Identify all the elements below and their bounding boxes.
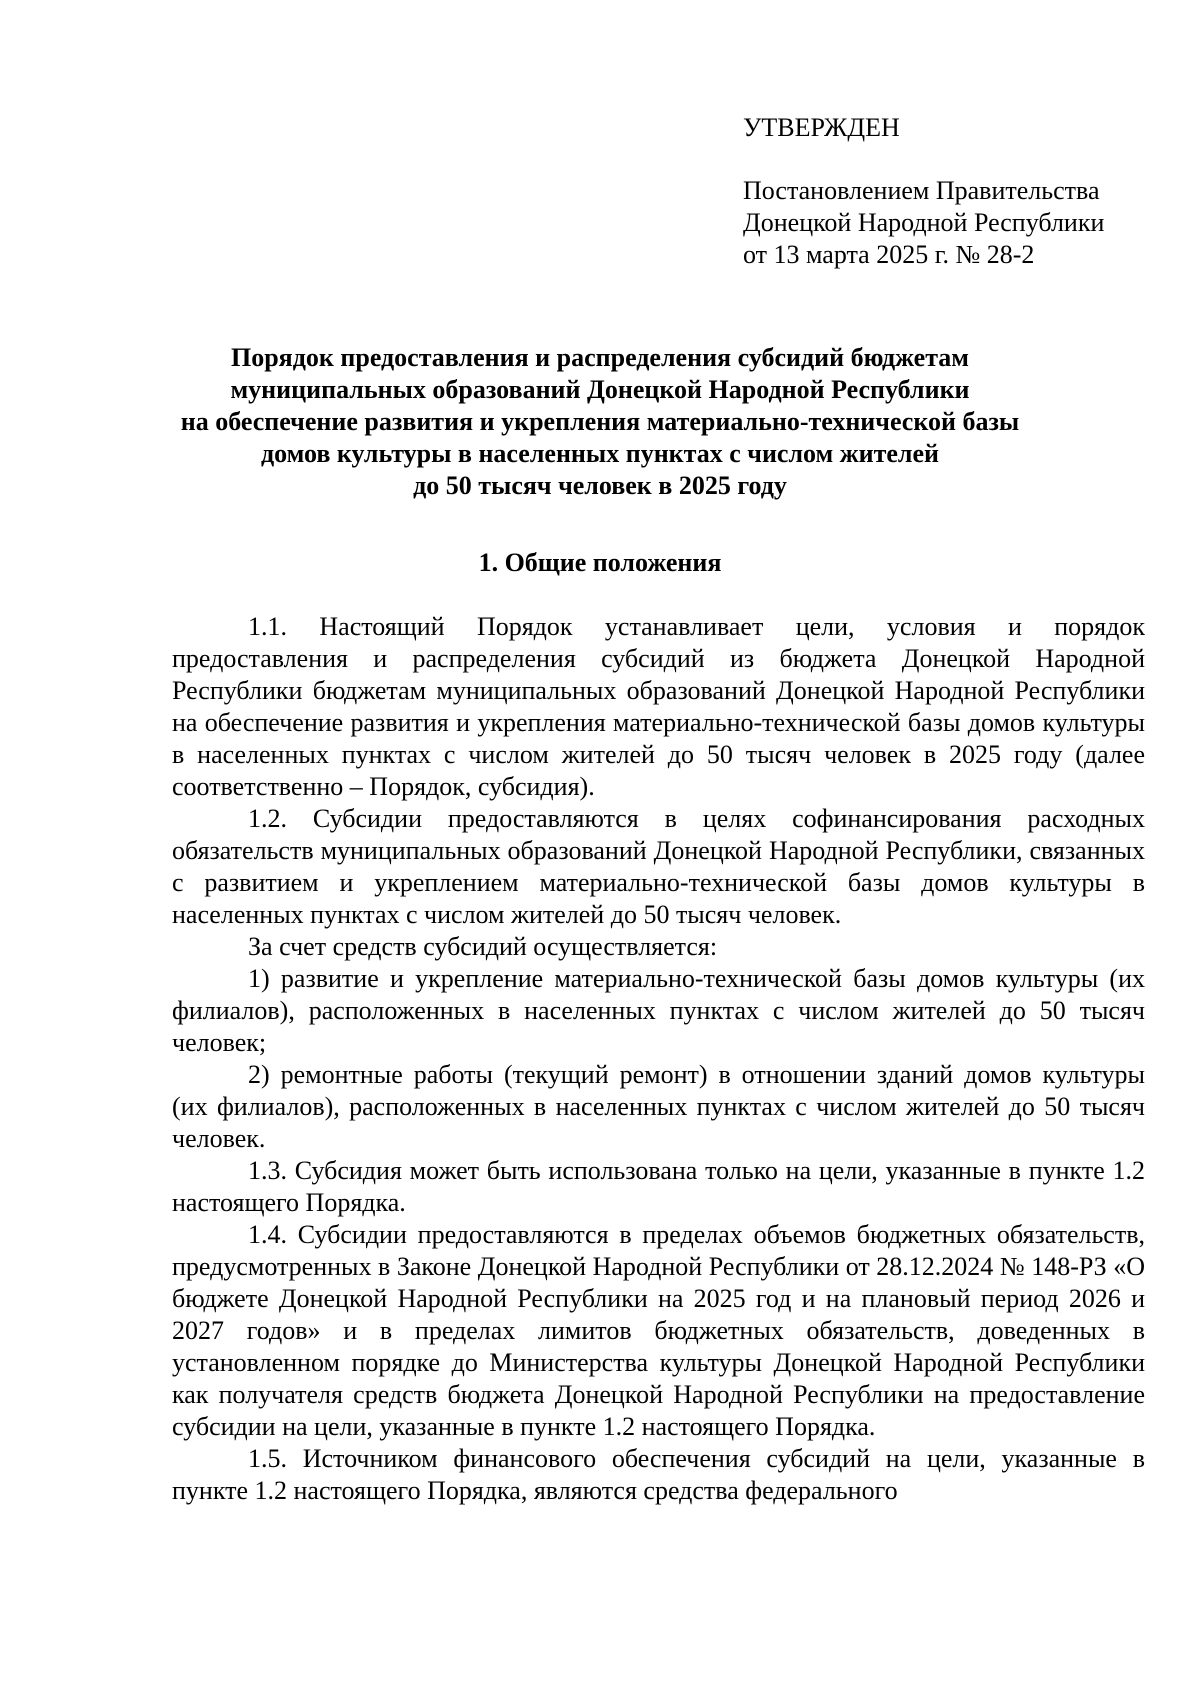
title-line: до 50 тысяч человек в 2025 году [413,471,787,500]
approval-status: УТВЕРЖДЕН [743,113,900,142]
approval-block [743,112,1163,271]
paragraph-1-2: 1.2. Субсидии предоставляются в целях софинансирования расходных обязательств муниципальных образований Донецкой Народной Республики, связанных с развитием и укреплением материально-технической базы домов культуры в населенных пунктах с числом жителей до 50 тысяч человек. [172,804,1145,929]
section-heading: 1. Общие положения [478,548,722,577]
paragraph-1-5: 1.5. Источником финансового обеспечения субсидий на цели, указанные в пункте 1.2 настоящего Порядка, являются средства федерального [172,1444,1145,1505]
list-item-2: 2) ремонтные работы (текущий ремонт) в отношении зданий домов культуры (их филиалов), расположенных в населенных пунктах с числом жителей до 50 тысяч человек. [172,1060,1145,1153]
title-line: на обеспечение развития и укрепления материально-технической базы [180,407,1020,436]
title-line: муниципальных образований Донецкой Народной Республики [230,375,970,404]
paragraph-1-4: 1.4. Субсидии предоставляются в пределах объемов бюджетных обязательств, предусмотренных в Законе Донецкой Народной Республики от 28.12.2024 № 148-РЗ «О бюджете Донецкой Народной Республики на 2025 год и на плановый период 2026 и 2027 годов» и в пределах лимитов бюджетных обязательств, доведенных в установленном порядке до Министерства культуры Донецкой Народной Республики как получателя средств бюджета Донецкой Народной Республики на предоставление субсидии на цели, указанные в пункте 1.2 настоящего Порядка. [172,1220,1145,1441]
approval-basis-line: Постановлением Правительства [743,176,1100,205]
section-body [172,611,1145,1507]
approval-basis-line: от 13 марта 2025 г. № 28-2 [743,240,1035,269]
title-line: домов культуры в населенных пунктах с числом жителей [260,439,940,468]
document-title [140,342,1060,502]
list-item-1: 1) развитие и укрепление материально-технической базы домов культуры (их филиалов), расположенных в населенных пунктах с числом жителей до 50 тысяч человек; [172,964,1145,1057]
paragraph-1-1: 1.1. Настоящий Порядок устанавливает цели, условия и порядок предоставления и распределения субсидий из бюджета Донецкой Народной Республики бюджетам муниципальных образований Донецкой Народной Республики на обеспечение развития и укрепления материально-технической базы домов культуры в населенных пунктах с числом жителей до 50 тысяч человек в 2025 году (далее соответственно – Порядок, субсидия). [172,612,1145,801]
paragraph-1-3: 1.3. Субсидия может быть использована только на цели, указанные в пункте 1.2 настоящего Порядка. [172,1156,1145,1217]
approval-basis-line: Донецкой Народной Республики [743,208,1105,237]
paragraph-funding-intro: За счет средств субсидий осуществляется: [248,932,718,961]
title-line: Порядок предоставления и распределения субсидий бюджетам [231,343,969,372]
